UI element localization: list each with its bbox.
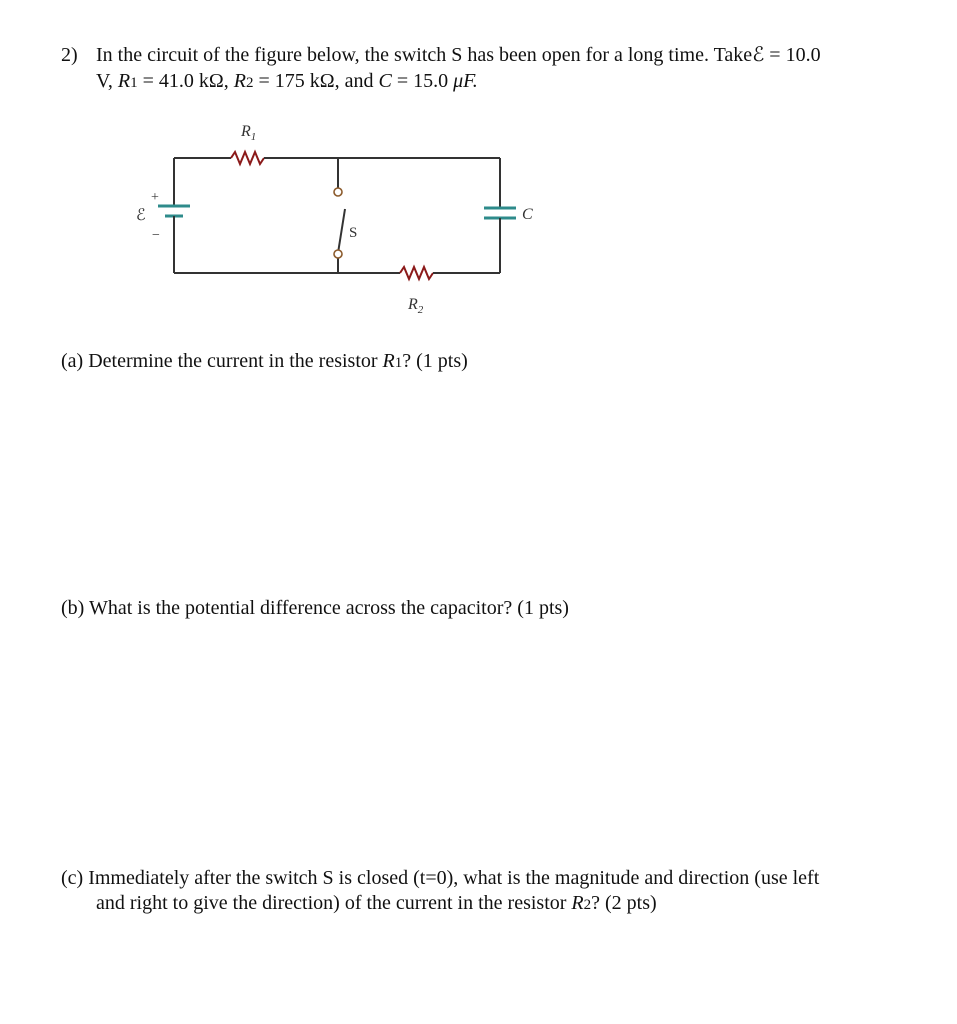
battery-plus-label: + bbox=[151, 190, 159, 205]
part-c-symbol: R bbox=[571, 892, 584, 914]
r2-label: $R_2$ bbox=[408, 296, 424, 316]
c-symbol: C bbox=[378, 70, 392, 92]
resistor-r1 bbox=[231, 152, 264, 164]
r2-subscript: 2 bbox=[245, 75, 254, 91]
r1-label: $R_1$ bbox=[241, 123, 257, 143]
part-c-prefix: and right to give the direction) of the current in the resistor bbox=[96, 892, 572, 914]
part-c-suffix: ? (2 pts) bbox=[591, 892, 657, 914]
switch-terminal-bottom bbox=[334, 250, 342, 258]
question-intro: In the circuit of the figure below, the switch S has been open for a long time. Take bbox=[96, 44, 753, 66]
part-b-question: (b) What is the potential difference across the capacitor? (1 pts) bbox=[61, 597, 569, 619]
question-line-2 bbox=[96, 69, 478, 95]
emf-label: ℰ bbox=[136, 207, 146, 224]
part-a-question bbox=[61, 349, 468, 375]
r2-value: = 175 kΩ, and bbox=[253, 70, 379, 92]
volt-unit: V, bbox=[96, 70, 118, 92]
emf-symbol: ℰ bbox=[752, 44, 765, 66]
part-c-question-line-2 bbox=[96, 891, 657, 917]
c-value: = 15.0 bbox=[391, 70, 454, 92]
part-a-symbol: R bbox=[382, 350, 395, 372]
r1-symbol: R bbox=[117, 70, 131, 92]
part-a-suffix: ? (1 pts) bbox=[402, 350, 468, 372]
question-number: 2) bbox=[61, 44, 78, 66]
r1-value: = 41.0 kΩ, bbox=[137, 70, 234, 92]
question-line-1 bbox=[96, 43, 821, 67]
circuit-diagram bbox=[138, 108, 558, 323]
r1-subscript: 1 bbox=[130, 75, 138, 91]
switch-blade bbox=[338, 209, 345, 253]
part-a-subscript: 1 bbox=[394, 355, 403, 371]
capacitance-unit: μF. bbox=[453, 70, 478, 92]
part-c-question-line-1: (c) Immediately after the switch S is closed (t=0), what is the magnitude and direction (use left bbox=[61, 867, 820, 889]
resistor-r2 bbox=[400, 267, 433, 279]
part-c-subscript: 2 bbox=[583, 897, 592, 913]
switch-terminal-top bbox=[334, 188, 342, 196]
capacitor-label: C bbox=[522, 206, 533, 223]
part-a-prefix: (a) Determine the current in the resistor bbox=[61, 350, 383, 372]
r2-symbol: R bbox=[233, 70, 246, 92]
switch-label: S bbox=[349, 225, 358, 241]
battery-minus-label: − bbox=[152, 228, 160, 243]
emf-value: = 10.0 bbox=[764, 44, 821, 66]
